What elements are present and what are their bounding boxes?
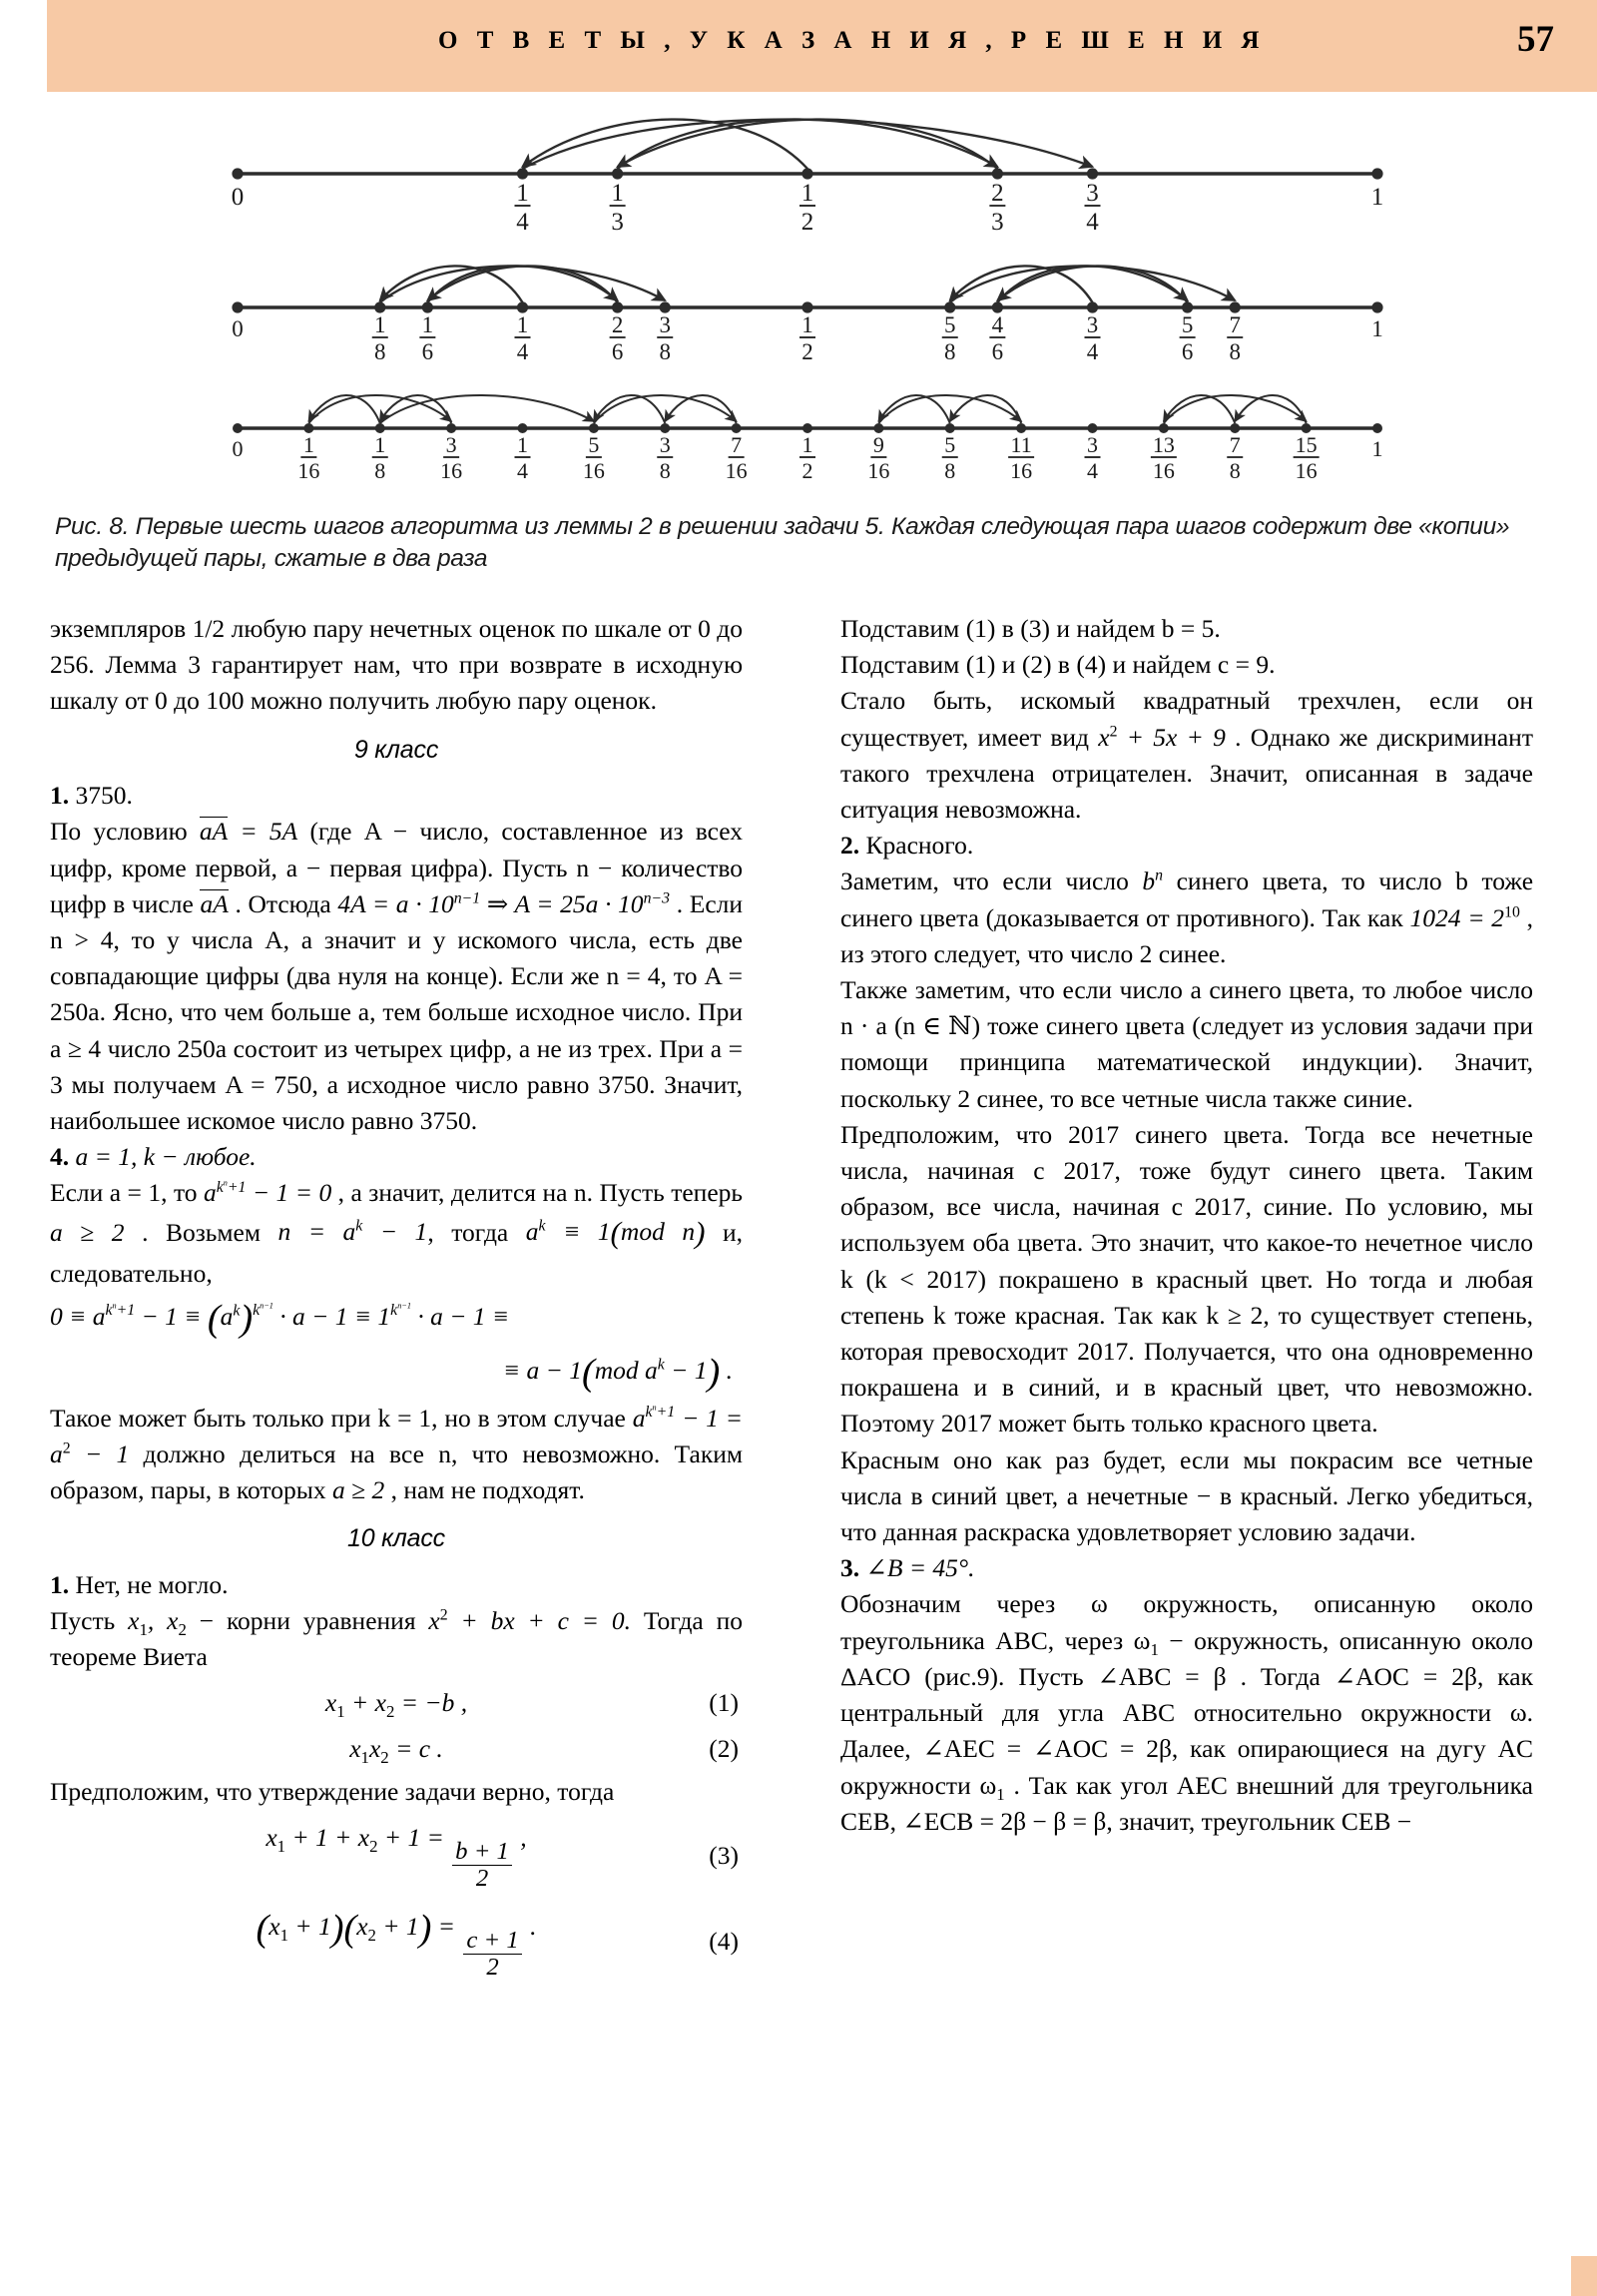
tick-label-numerator: 11: [1010, 432, 1032, 457]
line-3: [233, 395, 1383, 483]
figure-caption: Рис. 8. Первые шесть шагов алгоритма из леммы 2 в решении задачи 5. Каждая следующая пара шагов содержит две «копии» предыдущей пары, сжатые в два раза: [55, 513, 1510, 573]
tick-label-denominator: 4: [1087, 458, 1098, 483]
equation-2-row: [50, 1731, 743, 1767]
item-number: 1.: [50, 781, 70, 811]
tick-label-numerator: 7: [1229, 312, 1241, 337]
answer-item-1: [50, 778, 743, 814]
tick-point: [1182, 301, 1193, 312]
display-equation-item4-2: ≡ a − 1(mod $a^k - 1$) .: [502, 1352, 733, 1395]
tick-label-numerator: 3: [1086, 180, 1099, 207]
para-circle-proof: Обозначим через ω окружность, описанную около треугольника ABC, через $\omega_1$ − окружность, описанную около ΔACO (рис.9). Пусть ∠ABC = β . Тогда ∠AOC = 2β, как центральный для угла ABC относительно окружности ω. Далее, ∠AEC = ∠AOC = 2β, как опирающиеся на дугу AC окружности $\omega_1$ . Так как угол AEC внешний для треугольника CEB, ∠ECB = 2β − β = β, значит, треугольник CEB −: [840, 1589, 1534, 1836]
tick-label-numerator: 2: [611, 312, 624, 337]
page-header-band: [47, 0, 1597, 92]
tick-label-denominator: 4: [516, 339, 529, 364]
tick-label-denominator: 16: [1010, 458, 1033, 483]
figure-8: [0, 96, 1597, 500]
tick-label-denominator: 8: [374, 339, 386, 364]
algorithm-arc: [380, 395, 594, 423]
tick-label-numerator: 13: [1152, 432, 1175, 457]
item-number: 4.: [50, 1142, 70, 1172]
tick-label-denominator: 4: [1086, 209, 1099, 236]
tick-point: [1087, 168, 1098, 179]
equation-1-tag: (1): [709, 1688, 739, 1718]
tick-point: [517, 301, 528, 312]
item-answer: 3750.: [75, 781, 133, 811]
tick-label-numerator: 7: [731, 432, 743, 457]
equation-3: $x_1 + 1 + x_2 + 1$ = $\frac{b + 1}{2}$ ,: [266, 1822, 527, 1892]
tick-point: [374, 301, 385, 312]
tick-label-numerator: 1: [800, 180, 814, 207]
tick-point: [992, 168, 1003, 179]
tick-label-numerator: 3: [659, 432, 671, 457]
equation-1: $x_1 + x_2 = -b$ ,: [324, 1688, 468, 1722]
solution-item-1: По условию aA = 5A (где A − число, составленное из всех цифр, кроме первой, a − первая цифра). Пусть n − количество цифр в числе aA . Отсюда $4A = a \cdot 10^{n-1}$ ⇒ $A = 25a \cdot 10^{n-3}$ . Если n > 4, то у числа A, а значит и у искомого числа, есть две совпадающие цифры (два нуля на конце). Если же n = 4, то A = 250a. Ясно, что чем больше a, тем больше исходное число. При a ≥ 4 число 250a состоит из четырех цифр, а не из трех. При a = 3 мы получаем A = 750, а исходное число равно 3750. Значит, наибольшее искомое число равно 3750.: [50, 817, 744, 1135]
tick-label: 0: [232, 436, 244, 461]
equation-4: $(x_1 + 1)(x_2 + 1)$ = $\frac{c + 1}{2}$ .: [256, 1908, 537, 1982]
tick-label-numerator: 3: [1087, 432, 1098, 457]
solution-g10-cont: Предположим, что утверждение задачи верно, тогда: [50, 1776, 615, 1806]
tick-label-numerator: 1: [421, 312, 434, 337]
tick-label: 0: [232, 316, 244, 341]
omega-subscript-2: 1: [996, 1784, 1005, 1804]
tick-label-denominator: 8: [1229, 458, 1241, 483]
heading-grade-10: 10 класс: [347, 1524, 445, 1553]
tick-point: [1371, 168, 1382, 179]
tick-label-denominator: 8: [659, 339, 671, 364]
item-number: 3.: [840, 1553, 860, 1583]
inline-formula-aA-2: aA: [200, 888, 229, 918]
fraction-denominator: 2: [486, 1954, 499, 1982]
tick-label-numerator: 1: [516, 180, 529, 207]
tick-label-denominator: 8: [944, 458, 956, 483]
tick-label-denominator: 6: [1181, 339, 1194, 364]
answer-item-2: [840, 828, 1533, 863]
formula-ak-mod: $a^k \equiv 1(mod$ n): [525, 1215, 706, 1251]
tick-point: [944, 301, 955, 312]
item-answer: Красного.: [865, 831, 974, 861]
item-number: 2.: [840, 831, 860, 861]
formula-trinomial: $x^2 + 5x + 9$: [1098, 722, 1226, 752]
algorithm-arc: [950, 395, 1021, 423]
formula-quadratic: $x^2$ + bx + c = 0.: [428, 1605, 631, 1635]
tick-label-numerator: 5: [1181, 312, 1194, 337]
tick-label-denominator: 16: [440, 458, 463, 483]
tick-label-denominator: 2: [801, 458, 813, 483]
tick-label-denominator: 6: [991, 339, 1004, 364]
tick-label-numerator: 1: [516, 312, 529, 337]
tick-label-denominator: 4: [516, 209, 529, 236]
para-induction: Также заметим, что если число a синего цвета, то любое число n · a (n ∈ ℕ) тоже синего цвета (следует из условия задачи при помощи принципа математической индукции). Значит, поскольку 2 синее, то все четные числа также синие.: [840, 975, 1533, 1113]
display-equation-item4-1: $0 \equiv a^{k^n+1} - 1 \equiv (a^k)^{k^{n-1}} \cdot a - 1 \equiv 1^{k^{n-1}} \cdot a - 1$ ≡: [50, 1297, 510, 1340]
tick-label-denominator: 8: [374, 458, 386, 483]
tick-label-numerator: 15: [1295, 432, 1318, 457]
solution-item-4: Если a = 1, то $a^{k^n+1} - 1 = 0$ , а значит, делится на n. Пусть теперь a ≥ 2 . Возьмем $n = a^k - 1$, тогда $a^k \equiv 1(mod$ n) и, следовательно,: [50, 1178, 744, 1288]
formula-1024: $1024 = 2^{10}$: [1409, 902, 1520, 932]
tick-label-denominator: 4: [1086, 339, 1099, 364]
page-corner-mark: [1571, 2256, 1597, 2296]
equation-3-tag: (3): [709, 1840, 739, 1870]
tick-point: [801, 301, 812, 312]
tick-label-denominator: 16: [725, 458, 748, 483]
tick-point: [422, 301, 433, 312]
omega-subscript-1: 1: [1150, 1639, 1159, 1659]
tick-point: [233, 423, 243, 433]
item-answer: ∠B = 45°.: [865, 1553, 975, 1583]
line-1: [232, 120, 1384, 236]
tick-label: 1: [1370, 184, 1384, 211]
inline-formula-aA: aA: [199, 817, 229, 847]
equation-2: $x_1x_2 = c$ .: [349, 1734, 443, 1768]
tick-label-denominator: 16: [1295, 458, 1318, 483]
fraction-denominator: 2: [475, 1864, 489, 1892]
fraction-numerator: b + 1: [452, 1839, 512, 1866]
equation-1-row: [50, 1685, 743, 1721]
answer-g10-item-1: [50, 1567, 743, 1603]
tick-label-denominator: 3: [611, 209, 624, 236]
tick-label-denominator: 4: [517, 458, 528, 483]
tick-label-numerator: 5: [944, 432, 956, 457]
item-number: 1.: [50, 1569, 70, 1599]
formula-a-ge-2: a ≥ 2: [50, 1217, 125, 1247]
formula-n-eq: $n = a^k - 1$: [277, 1217, 428, 1247]
number-lines-diagram: [0, 96, 1597, 500]
equation-2-tag: (2): [709, 1734, 739, 1764]
line-2: [232, 266, 1383, 364]
algorithm-arc: [1235, 395, 1306, 423]
answer-item-4: [50, 1139, 743, 1175]
tick-label-numerator: 7: [1229, 432, 1241, 457]
tick-point: [1371, 301, 1382, 312]
left-column: [50, 611, 743, 1987]
tick-point: [232, 301, 243, 312]
para-intro: экземпляров 1/2 любую пару нечетных оценок по шкале от 0 до 256. Лемма 3 гарантирует нам, что при возврате в исходную шкалу от 0 до 100 можно получить любую пару оценок.: [50, 614, 743, 716]
formula-a-kn1-b: $a^{k^n+1} - 1 = a^2 - 1$: [50, 1403, 743, 1468]
tick-label-denominator: 6: [611, 339, 624, 364]
tick-label: 1: [1371, 316, 1383, 341]
tick-label-denominator: 8: [1229, 339, 1241, 364]
page-title: О Т В Е Т Ы , У К А З А Н И Я , Р Е Ш Е Н И Я: [438, 27, 1266, 54]
tick-label-numerator: 1: [517, 432, 528, 457]
tick-label-denominator: 3: [991, 209, 1004, 236]
formula-roots: $x_1$, $x_2$: [128, 1605, 187, 1639]
tick-point: [801, 168, 812, 179]
equation-3-row: [50, 1820, 743, 1892]
heading-grade-9: 9 класс: [353, 735, 439, 764]
equation-4-row: [50, 1902, 743, 1981]
tick-label-denominator: 16: [297, 458, 320, 483]
equation-4-tag: (4): [709, 1926, 739, 1956]
tick-point: [232, 168, 243, 179]
tick-label-numerator: 3: [659, 312, 671, 337]
tick-label-numerator: 4: [991, 312, 1004, 337]
tick-label-numerator: 9: [872, 432, 884, 457]
tick-label-numerator: 1: [801, 312, 813, 337]
formula-a-kn1: $a^{k^n+1} - 1 = 0$: [203, 1178, 332, 1208]
inline-formula-4A: $4A = a \cdot 10^{n-1}$ ⇒ $A = 25a \cdot 10^{n-3}$: [337, 888, 671, 918]
para-blue-numbers: Заметим, что если число $b^n$ синего цвета, то число b тоже синего цвета (доказывается от противного). Так как $1024 = 2^{10}$ , из этого следует, что число 2 синее.: [840, 866, 1534, 968]
tick-label-denominator: 8: [944, 339, 956, 364]
tick-label-denominator: 16: [582, 458, 605, 483]
item-answer: Нет, не могло.: [75, 1569, 229, 1599]
tick-point: [1230, 301, 1241, 312]
para-trinomial: Стало быть, искомый квадратный трехчлен, если он существует, имеет вид $x^2 + 5x + 9$ . Однако же дискриминант такого трехчлена отрицателен. Значит, описанная в задаче ситуация невозможна.: [840, 686, 1533, 825]
tick-label: 1: [1371, 436, 1383, 461]
tick-label-denominator: 16: [1152, 458, 1175, 483]
tick-label-denominator: 2: [801, 339, 813, 364]
tick-label-numerator: 1: [374, 432, 386, 457]
tick-point: [612, 168, 623, 179]
fraction-c1-2: [463, 1928, 521, 1981]
tick-point: [1087, 301, 1098, 312]
tick-label: 0: [231, 184, 245, 211]
tick-label-denominator: 6: [421, 339, 434, 364]
para-substitute-1: Подставим (1) в (3) и найдем b = 5.: [840, 614, 1221, 643]
tick-label-numerator: 1: [611, 180, 624, 207]
fraction-b1-2: [452, 1839, 512, 1892]
tick-label-denominator: 16: [867, 458, 890, 483]
tick-point: [612, 301, 623, 312]
para-substitute-2: Подставим (1) и (2) в (4) и найдем c = 9.: [840, 650, 1276, 680]
tick-point: [992, 301, 1003, 312]
answer-item-3: [840, 1550, 1533, 1586]
solution-item-4-cont: Такое может быть только при k = 1, но в этом случае $a^{k^n+1} - 1 = a^2 - 1$ должно делиться на все n, что невозможно. Таким образом, пары, в которых a ≥ 2 , нам не подходят.: [50, 1403, 743, 1504]
formula-a-ge-2-b: a ≥ 2: [331, 1474, 385, 1504]
tick-label-numerator: 1: [801, 432, 813, 457]
formula-b-n: $b^n$: [1142, 866, 1164, 896]
tick-label-numerator: 3: [1086, 312, 1099, 337]
right-column: [840, 611, 1533, 1840]
tick-label-numerator: 3: [445, 432, 457, 457]
tick-label-numerator: 1: [374, 312, 386, 337]
tick-label-denominator: 2: [800, 209, 814, 236]
fraction-numerator: c + 1: [463, 1928, 521, 1955]
tick-label-numerator: 5: [588, 432, 600, 457]
tick-label-numerator: 2: [991, 180, 1004, 207]
tick-label-numerator: 5: [944, 312, 956, 337]
page-number: 57: [1517, 19, 1554, 60]
tick-point: [1372, 423, 1382, 433]
para-2017-assumption: Предположим, что 2017 синего цвета. Тогда все нечетные числа, начиная с 2017, тоже будут синего цвета. Таким образом, все числа, начиная с 2017, синие. По условию, мы используем оба цвета. Это значит, что какое-то нечетное число k (k < 2017) покрашено в красный цвет. Но тогда и любая степень k тоже красная. Так как k ≥ 2, то существует степень, которая превосходит 2017. Получается, что она одновременно покрашена и в синий, и в красный цвет, что невозможно. Поэтому 2017 может быть только красного цвета.: [840, 1119, 1533, 1438]
tick-label-denominator: 8: [659, 458, 671, 483]
tick-point: [517, 168, 528, 179]
algorithm-arc: [665, 395, 736, 423]
tick-point: [660, 301, 671, 312]
para-coloring: Красным оно как раз будет, если мы покрасим все четные числа в синий цвет, а нечетные − в красный. Легко убедиться, что данная раскраска удовлетворяет условию задачи.: [840, 1444, 1533, 1547]
item-answer: a = 1, k − любое.: [75, 1142, 257, 1172]
tick-label-numerator: 1: [302, 432, 314, 457]
solution-g10-item-1: Пусть $x_1$, $x_2$ − корни уравнения $x^2$ + bx + c = 0. Тогда по теореме Виета: [50, 1605, 744, 1672]
